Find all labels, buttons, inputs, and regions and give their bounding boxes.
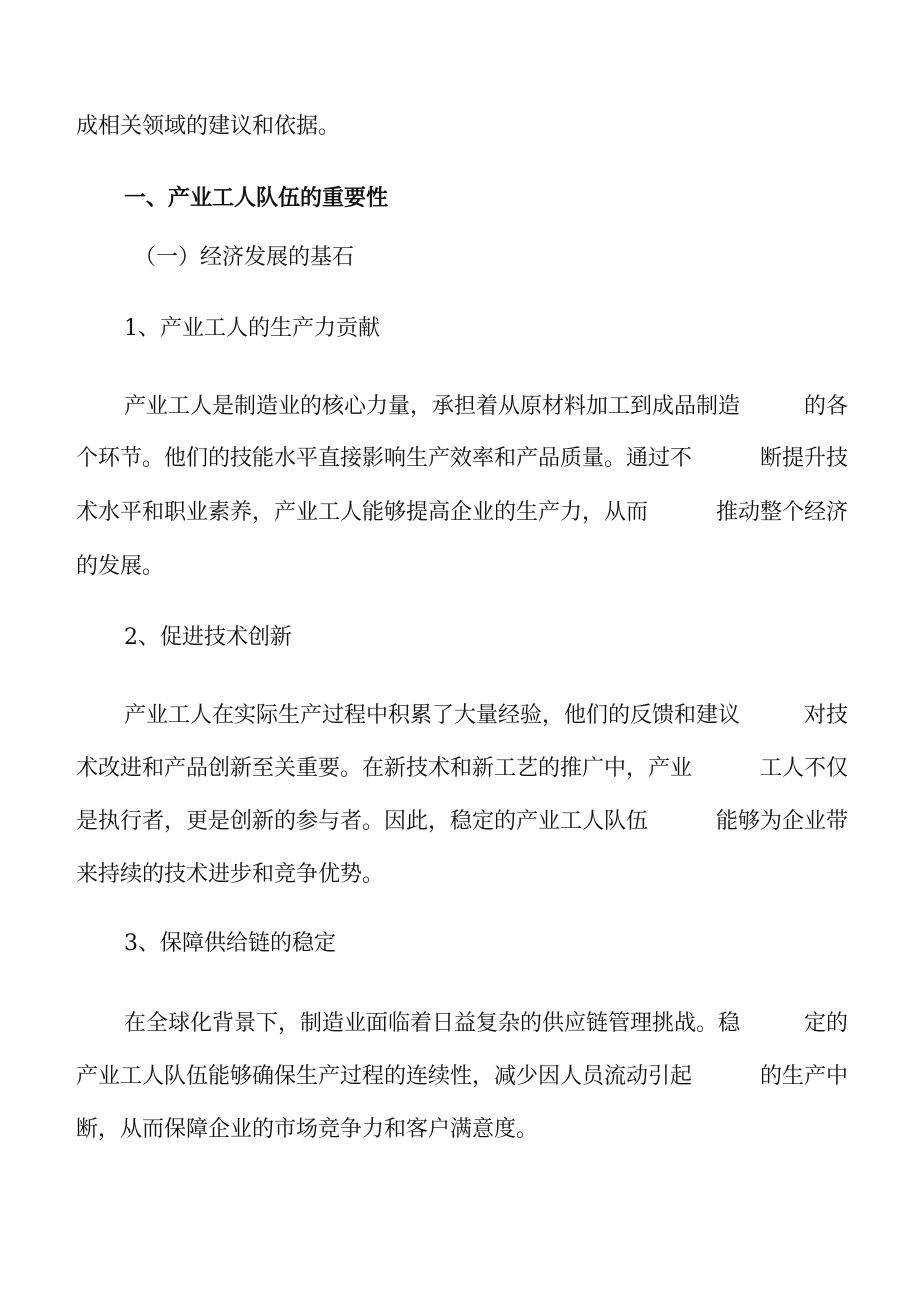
paragraph-1-line-2 [76,444,848,474]
paragraph-2-line-3 [76,807,848,837]
paragraph-1-line-3-b: 推动整个经济 [715,500,848,525]
paragraph-1-line-1 [124,392,848,422]
paragraph-1-line-1-a: 产业工人是制造业的核心力量，承担着从原材料加工到成品制造 [124,394,741,419]
paragraph-2-line-2-b: 工人不仅 [759,756,848,781]
subsection-heading: （一）经济发展的基石 [134,245,355,270]
paragraph-2-line-4: 来持续的技术进步和竞争优势。 [76,862,385,887]
item-heading-1: 1、产业工人的生产力贡献 [124,316,380,341]
paragraph-3-line-2-b: 的生产中 [759,1064,848,1089]
paragraph-2-line-3-a: 是执行者，更是创新的参与者。因此，稳定的产业工人队伍 [76,809,649,834]
paragraph-2-line-1 [124,701,848,731]
paragraph-3-line-2-a: 产业工人队伍能够确保生产过程的连续性，减少因人员流动引起 [76,1064,693,1089]
paragraph-1-line-4: 的发展。 [76,554,165,579]
paragraph-1-line-2-b: 断提升技 [759,446,848,471]
paragraph-3-line-2 [76,1062,848,1092]
item-heading-2: 2、促进技术创新 [124,625,292,650]
paragraph-1-line-3-a: 术水平和职业素养，产业工人能够提高企业的生产力，从而 [76,500,649,525]
section-heading: 一、产业工人队伍的重要性 [124,185,389,211]
paragraph-2-line-2 [76,754,848,784]
paragraph-3-line-3: 断，从而保障企业的市场竞争力和客户满意度。 [76,1117,539,1142]
paragraph-3-line-1-b: 定的 [803,1011,848,1036]
paragraph-3-line-1-a: 在全球化背景下，制造业面临着日益复杂的供应链管理挑战。稳 [124,1011,741,1036]
item-heading-3: 3、保障供给链的稳定 [124,931,336,956]
paragraph-1-line-3 [76,498,848,528]
intro-tail-text: 成相关领域的建议和依据。 [76,114,341,139]
paragraph-1-line-1-b: 的各 [803,394,848,419]
paragraph-2-line-1-a: 产业工人在实际生产过程中积累了大量经验，他们的反馈和建议 [124,703,741,728]
paragraph-1-line-2-a: 个环节。他们的技能水平直接影响生产效率和产品质量。通过不 [76,446,693,471]
paragraph-3-line-1 [124,1009,848,1039]
paragraph-2-line-1-b: 对技 [803,703,848,728]
paragraph-2-line-3-b: 能够为企业带 [715,809,848,834]
paragraph-2-line-2-a: 术改进和产品创新至关重要。在新技术和新工艺的推广中，产业 [76,756,693,781]
